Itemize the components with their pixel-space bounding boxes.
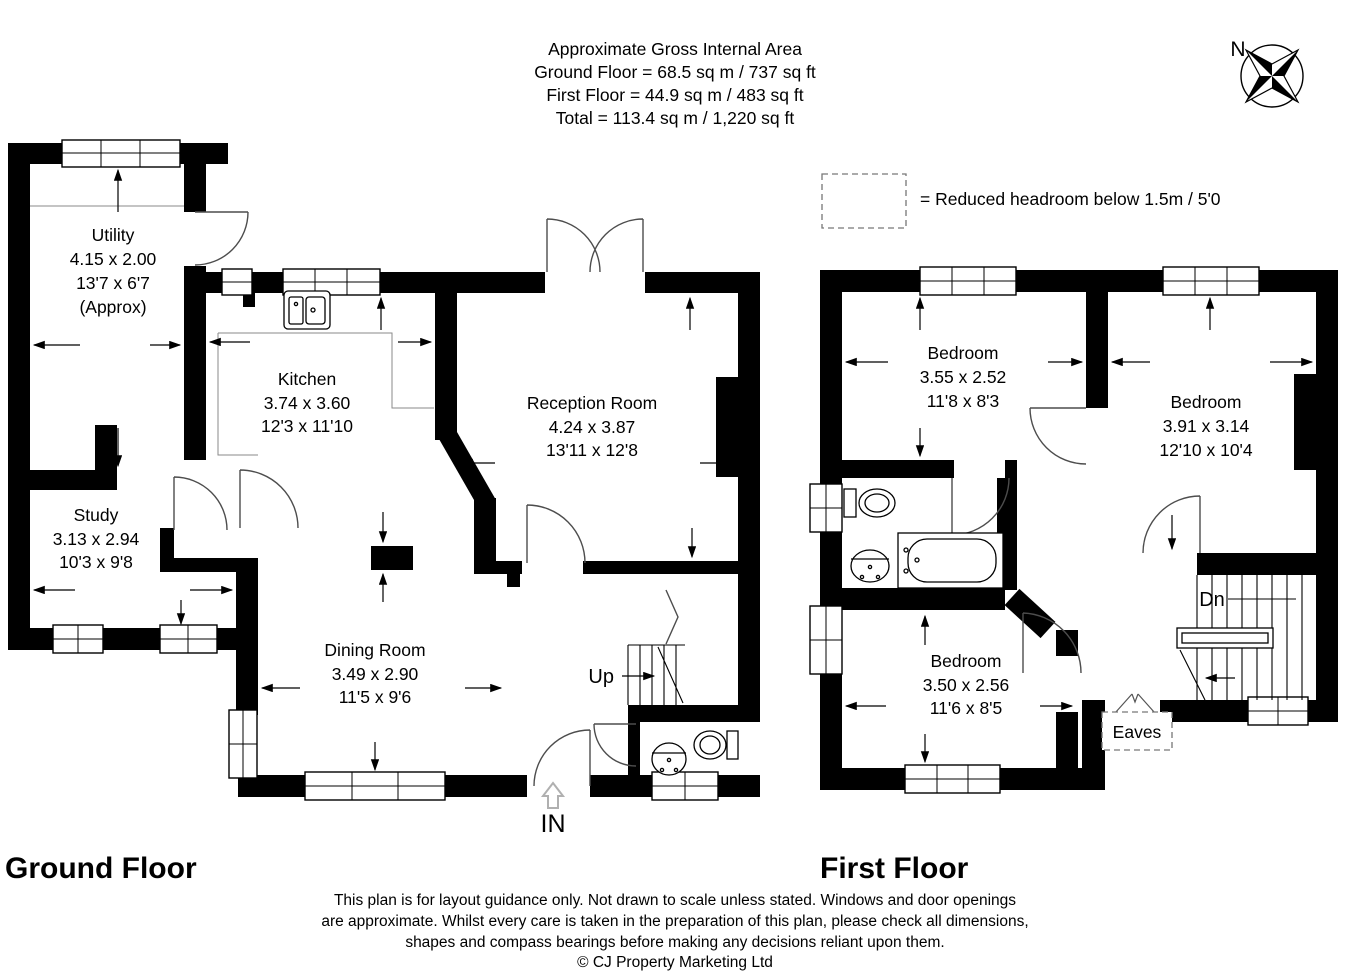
window bbox=[652, 772, 718, 800]
room-imperial: 11'5 x 9'6 bbox=[338, 687, 412, 707]
ground-floor-interior-lines bbox=[30, 206, 434, 455]
room-label-kitchen bbox=[261, 369, 353, 436]
stairs-down-label: Dn bbox=[1199, 589, 1225, 611]
window bbox=[1163, 267, 1259, 295]
chimney-block bbox=[371, 546, 413, 570]
understairs-door bbox=[666, 590, 678, 644]
disclaimer-block bbox=[321, 892, 1028, 971]
room-metric: 4.24 x 3.87 bbox=[548, 417, 636, 437]
window bbox=[53, 625, 103, 653]
reduced-headroom-swatch bbox=[822, 174, 906, 228]
french-doors bbox=[547, 219, 643, 272]
window bbox=[920, 267, 1016, 295]
front-door-arc bbox=[534, 730, 590, 786]
disclaimer-line3: shapes and compass bearings before making any decisions reliant upon them. bbox=[405, 934, 945, 951]
room-metric: 3.13 x 2.94 bbox=[52, 529, 140, 549]
room-name: Bedroom bbox=[927, 343, 999, 363]
window bbox=[810, 606, 842, 674]
room-label-bedroom1 bbox=[920, 343, 1007, 411]
door-arc bbox=[240, 470, 298, 528]
bathroom-basin-icon bbox=[851, 550, 889, 582]
room-imperial: 11'6 x 8'5 bbox=[929, 698, 1003, 718]
window bbox=[810, 484, 842, 532]
room-imperial: 12'10 x 10'4 bbox=[1159, 440, 1253, 460]
room-name: Utility bbox=[91, 225, 135, 245]
header-total: Total = 113.4 sq m / 1,220 sq ft bbox=[555, 108, 795, 128]
window bbox=[229, 710, 257, 778]
bathroom-toilet-icon bbox=[844, 489, 895, 517]
wc-toilet-icon bbox=[694, 731, 738, 759]
room-metric: 3.49 x 2.90 bbox=[331, 664, 419, 684]
copyright-line: © CJ Property Marketing Ltd bbox=[577, 954, 773, 971]
compass-north-label: N bbox=[1230, 38, 1246, 61]
room-imperial: 11'8 x 8'3 bbox=[926, 391, 1000, 411]
first-floor-plan bbox=[810, 267, 1338, 793]
room-name: Reception Room bbox=[526, 393, 658, 413]
bathroom-bath-icon bbox=[898, 533, 1003, 588]
room-label-bedroom3 bbox=[923, 651, 1010, 718]
header-title: Approximate Gross Internal Area bbox=[548, 39, 802, 59]
room-metric: 3.50 x 2.56 bbox=[922, 675, 1010, 695]
window bbox=[62, 140, 180, 167]
disclaimer-line2: are approximate. Whilst every care is taken in the preparation of this plan, please check all dimensions, bbox=[321, 913, 1029, 930]
header-block bbox=[534, 39, 816, 128]
staircase-down bbox=[1177, 575, 1302, 700]
room-imperial: 13'7 x 6'7 bbox=[76, 273, 150, 293]
disclaimer-line1: This plan is for layout guidance only. Not drawn to scale unless stated. Windows and door openings bbox=[333, 892, 1017, 909]
room-name: Study bbox=[73, 505, 119, 525]
compass-rose-icon bbox=[1230, 38, 1303, 107]
room-label-bedroom2 bbox=[1159, 392, 1253, 460]
reduced-headroom-text: = Reduced headroom below 1.5m / 5'0 bbox=[920, 189, 1221, 209]
window bbox=[305, 772, 445, 800]
room-note: (Approx) bbox=[79, 297, 147, 317]
room-metric: 3.55 x 2.52 bbox=[919, 367, 1007, 387]
ground-floor-plan bbox=[8, 140, 760, 838]
ground-floor-title: Ground Floor bbox=[5, 852, 197, 885]
room-name: Kitchen bbox=[277, 369, 337, 389]
room-name: Dining Room bbox=[324, 640, 426, 660]
room-imperial: 13'11 x 12'8 bbox=[546, 440, 638, 460]
room-label-study bbox=[53, 505, 140, 572]
room-imperial: 12'3 x 11'10 bbox=[261, 416, 353, 436]
header-first: First Floor = 44.9 sq m / 483 sq ft bbox=[546, 85, 804, 105]
window bbox=[222, 269, 252, 295]
room-label-reception bbox=[527, 393, 657, 460]
eaves-label: Eaves bbox=[1112, 722, 1162, 742]
entrance-in-marker bbox=[541, 783, 566, 838]
room-metric: 3.91 x 3.14 bbox=[1162, 416, 1250, 436]
entrance-in-label: IN bbox=[540, 810, 566, 838]
staircase-up bbox=[588, 645, 685, 705]
door-arc bbox=[174, 477, 227, 530]
window bbox=[1248, 697, 1308, 725]
stairs-up-label: Up bbox=[588, 666, 614, 688]
header-ground: Ground Floor = 68.5 sq m / 737 sq ft bbox=[534, 62, 816, 82]
door-arc bbox=[527, 505, 585, 563]
reduced-headroom-legend bbox=[822, 174, 1221, 228]
room-metric: 4.15 x 2.00 bbox=[69, 249, 157, 269]
room-label-dining bbox=[324, 640, 425, 707]
door-arc bbox=[1030, 408, 1086, 464]
window bbox=[160, 625, 217, 653]
room-metric: 3.74 x 3.60 bbox=[263, 393, 351, 413]
window bbox=[905, 765, 1000, 793]
wc-basin-icon bbox=[652, 743, 686, 775]
door-arc bbox=[195, 212, 248, 265]
room-name: Bedroom bbox=[930, 651, 1002, 671]
room-label-utility bbox=[70, 225, 157, 317]
kitchen-sink-icon bbox=[284, 291, 330, 329]
first-floor-title: First Floor bbox=[820, 852, 969, 885]
entrance-arrow-icon bbox=[543, 783, 563, 808]
room-imperial: 10'3 x 9'8 bbox=[59, 552, 133, 572]
room-name: Bedroom bbox=[1170, 392, 1242, 412]
